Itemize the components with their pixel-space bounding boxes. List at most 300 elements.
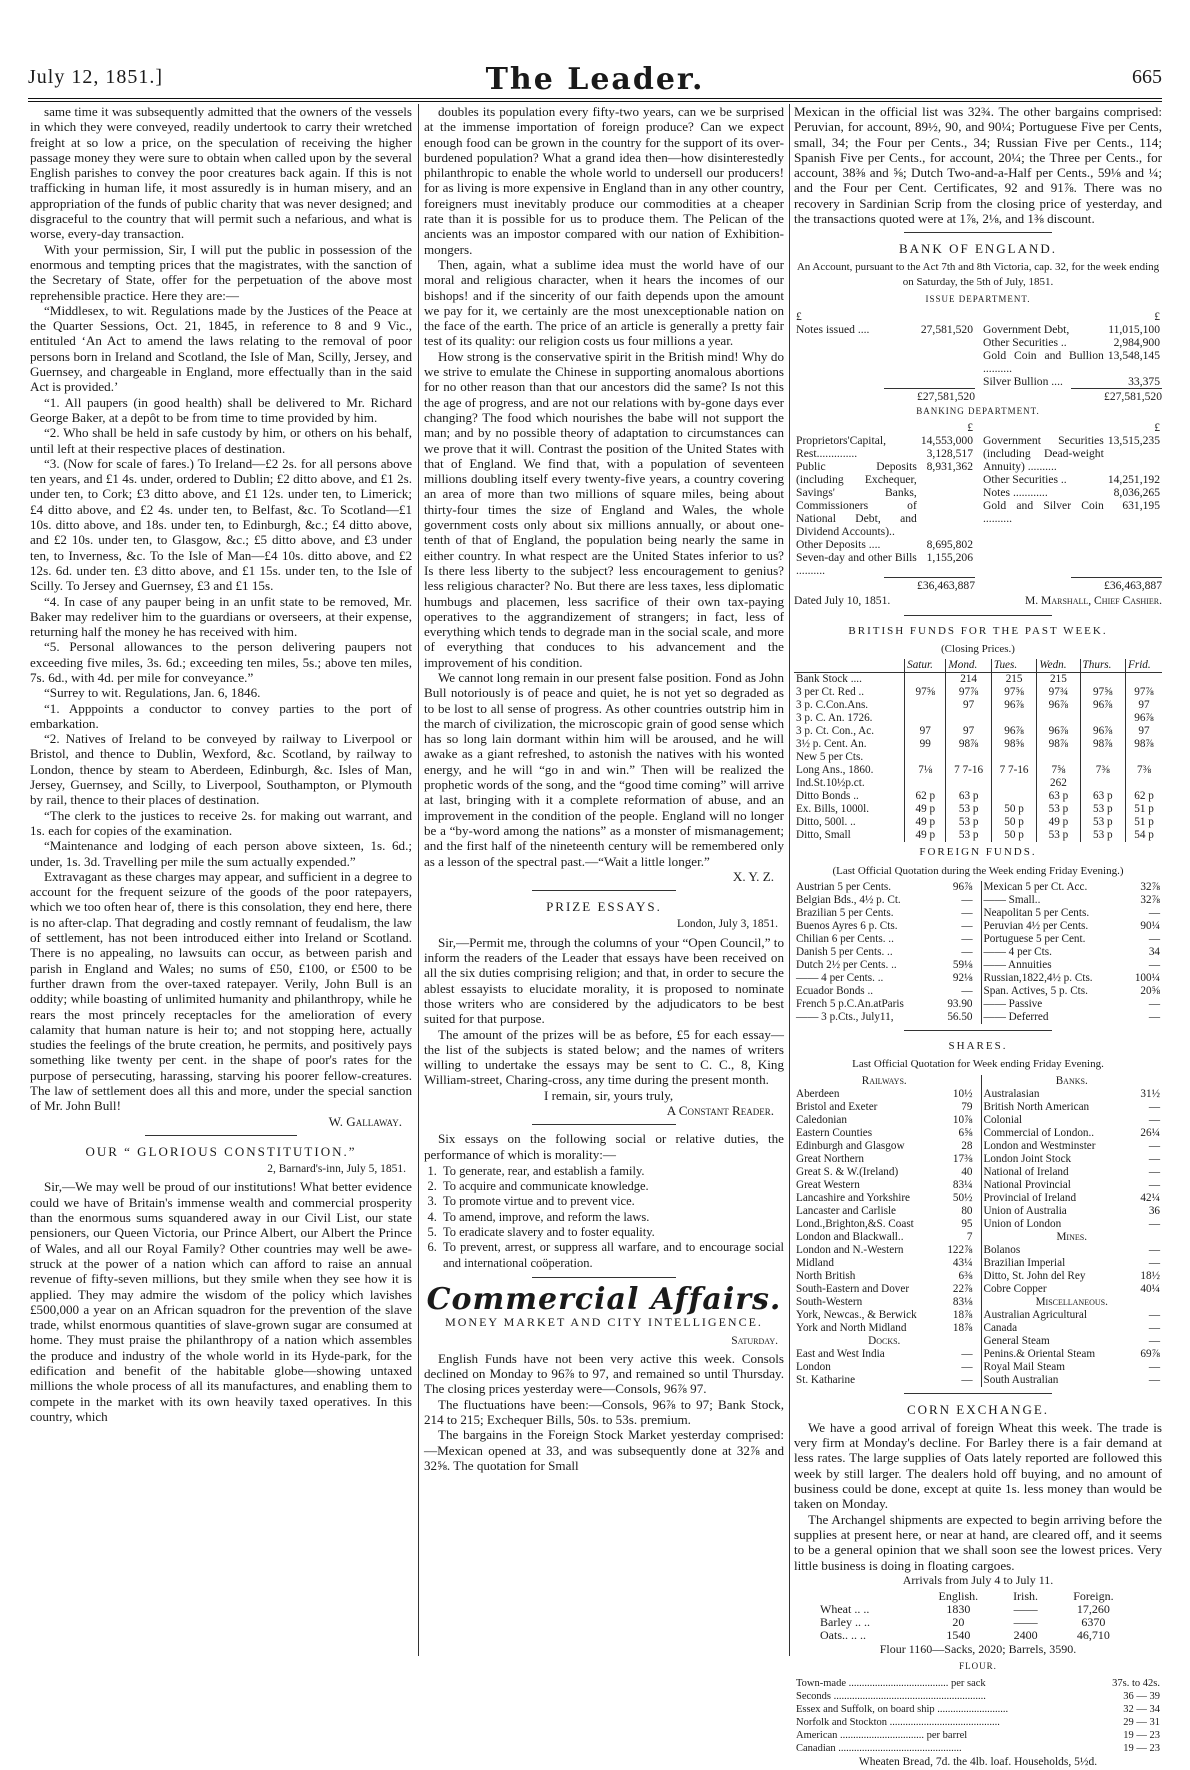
row-label: Public Deposits (including Exchequer, Savings' Banks, Commissioners of National Debt, and Dividend Accounts).. [796, 460, 917, 539]
share-name: St. Katharine [796, 1373, 856, 1386]
fund-name: Ditto Bonds .. [796, 790, 859, 803]
share-price: 10⅞ [952, 1113, 973, 1126]
row-label: Russian,1822,4½ p. Cts. [983, 971, 1093, 984]
share-name: Caledonian [796, 1113, 847, 1126]
category-heading: Docks. [868, 1334, 901, 1347]
share-row [982, 1322, 1163, 1335]
share-price: — [1148, 1308, 1160, 1321]
funds-column-header: Frid. [1126, 659, 1162, 673]
divider [904, 1393, 1051, 1394]
share-row [982, 1257, 1163, 1270]
share-name: Lancaster and Carlisle [796, 1204, 897, 1217]
row-label: —— 4 per Cts. [983, 945, 1052, 958]
share-price: — [1148, 1165, 1160, 1178]
prize-signature: A Constant Reader. [666, 1103, 774, 1118]
fund-price: 7⅜ [1126, 764, 1162, 777]
fund-name: 3 per Ct. Red .. [796, 686, 865, 699]
funds-row [794, 751, 1162, 764]
share-row [982, 1335, 1163, 1348]
row-label [794, 421, 919, 434]
foreign-fund-row [982, 894, 1163, 907]
share-name: Penins.& Oriental Steam [983, 1347, 1096, 1360]
share-price: — [1148, 1113, 1160, 1126]
share-row [982, 1270, 1163, 1283]
row-value: 36 — 39 [1123, 1690, 1160, 1702]
foreign-fund-row [982, 959, 1163, 972]
fund-price [1126, 673, 1162, 687]
funds-row [794, 816, 1162, 829]
share-row [794, 1361, 975, 1374]
fund-price: 98⅞ [1126, 738, 1162, 751]
arrivals-row [818, 1629, 1134, 1642]
fund-price [991, 777, 1036, 790]
fund-price: 63 p [1037, 790, 1080, 803]
arrival-quantity: 1540 [946, 1628, 971, 1643]
share-price: 18⅞ [952, 1308, 973, 1321]
banking-row [794, 447, 975, 460]
arrival-quantity: 2400 [1013, 1628, 1038, 1643]
funds-column-header: Wedn. [1037, 659, 1080, 673]
fund-price [1037, 751, 1080, 764]
duty-item: 2. To acquire and communicate knowledge. [440, 1179, 784, 1194]
corn-exchange-paragraph: We have a good arrival of foreign Wheat this week. The trade is very firm at Monday's decline. For Barley there is a fair demand at less rates. The large supplies of Oats lately reported are followed this week by still larger. The dealers hold off buying, and no amount of business could be done, except at quite 1s. less money than would be taken on Monday. [794, 1419, 1162, 1512]
row-label: Austrian 5 per Cents. [796, 880, 892, 893]
fund-price: 97⅞ [1126, 686, 1162, 699]
duty-item: 3. To promote virtue and to prevent vice. [440, 1194, 784, 1209]
row-value: 14,553,000 [920, 434, 973, 448]
share-name: National Provincial [983, 1178, 1071, 1191]
issue-department-totals [794, 388, 1162, 404]
flour-row [794, 1690, 1162, 1703]
letter-signature: X. Y. Z. [732, 868, 774, 884]
share-name: London Joint Stock [983, 1152, 1072, 1165]
divider [532, 890, 676, 891]
flour-row [794, 1742, 1162, 1755]
row-label: Seconds .......................................................... [796, 1690, 986, 1702]
fund-price: 53 p [1037, 829, 1080, 842]
share-price: 36 [1148, 1204, 1160, 1217]
grain-name: Oats.. .. .. [820, 1628, 866, 1643]
fund-price: 98⅝ [991, 738, 1036, 751]
row-value: 11,015,100 [1108, 322, 1160, 336]
share-price: — [1148, 1152, 1160, 1165]
prize-essays-dateline: London, July 3, 1851. [677, 918, 778, 931]
fund-name: New 5 per Cts. [796, 751, 864, 764]
paragraph: “1. All paupers (in good health) shall be delivered to Mr. Richard George Baker, at a depôt to be from time to time provided by him. [30, 394, 412, 425]
fund-price: 50 p [991, 803, 1036, 816]
row-label: —— Annuities [983, 958, 1052, 971]
share-row [794, 1296, 975, 1309]
foreign-fund-row [982, 985, 1163, 998]
arrival-quantity: 6370 [1081, 1615, 1106, 1630]
share-price: 7 [966, 1230, 973, 1243]
fund-price [905, 777, 946, 790]
row-label: —— 3 p.Cts., July11, [796, 1010, 894, 1023]
fund-price: 53 p [1037, 803, 1080, 816]
share-row [982, 1140, 1163, 1153]
row-label: Gold Coin and Bullion .......... [983, 348, 1104, 375]
share-name: Great Northern [796, 1152, 865, 1165]
share-name: Australasian [983, 1087, 1040, 1100]
foreign-funds-heading: FOREIGN FUNDS. [919, 846, 1037, 859]
paragraph: The amount of the prizes will be as before, £5 for each essay—the list of the subjects is stated below; and the names of writers willing to undertake the essays may be sent to C. C., 8, King William-street, Charing-cross, any time during the present month. [424, 1026, 784, 1088]
divider [904, 1030, 1051, 1031]
share-row [794, 1374, 975, 1387]
row-label: Government Securities (including Dead-weight Annuity) .......... [983, 434, 1104, 474]
banking-department-table [794, 421, 1162, 577]
share-name: Provincial of Ireland [983, 1191, 1077, 1204]
share-price: — [1148, 1321, 1160, 1334]
row-value: £ [1154, 309, 1160, 323]
letter-signature: W. Gallaway. [328, 1113, 402, 1129]
foreign-fund-row [982, 920, 1163, 933]
corn-exchange-paragraph-2: The Archangel shipments are expected to begin arriving before the supplies at present here, or near at hand, are cleared off, and it seems to be a general opinion that we shall soon see the lowest prices. Very little business is doing in floating cargoes. [794, 1511, 1162, 1573]
fund-price: 96⅞ [1080, 725, 1125, 738]
paragraph: Sir,—Permit me, through the columns of your “Open Council,” to inform the readers of the Leader that essays have been received on all the six duties comprising religion; and that, in order to secure the ablest essayists to elucidate morality, it is proposed to nominate those writers who are considered by the adjudicators to be best suited for that purpose. [424, 934, 784, 1027]
row-label: Brazilian 5 per Cents. [796, 906, 894, 919]
category-heading: Railways. [861, 1074, 907, 1087]
header-rule-2 [28, 101, 1162, 102]
share-row [794, 1322, 975, 1335]
foreign-fund-row [794, 1011, 975, 1024]
share-price: — [961, 1360, 973, 1373]
fund-price [905, 712, 946, 725]
share-row [794, 1101, 975, 1114]
fund-price: 98⅞ [1037, 738, 1080, 751]
row-label: Other Deposits .... [796, 538, 881, 552]
paragraph: “1. Apppoints a conductor to convey parties to the port of embarkation. [30, 700, 412, 731]
banking-row [794, 538, 975, 551]
share-price: — [1148, 1334, 1160, 1347]
share-name: General Steam [983, 1334, 1050, 1347]
shares-heading: SHARES. [948, 1039, 1008, 1052]
funds-row [794, 790, 1162, 803]
british-funds-heading: BRITISH FUNDS FOR THE PAST WEEK. [848, 624, 1108, 637]
corn-exchange-heading: CORN EXCHANGE. [906, 1401, 1050, 1417]
row-label: Rest.............. [796, 447, 858, 461]
money-market-body [424, 1351, 784, 1473]
row-label: French 5 p.C.An.atParis [796, 997, 904, 1010]
fund-price: 7⅜ [1080, 764, 1125, 777]
banking-row [794, 460, 975, 538]
paragraph: How strong is the conservative spirit in the British mind! Why do we strive to emulate the Chinese in supporting anomalous abortions for no other reason than that our ancestors did the same? Is not this the age of progress, and are not our relations with by-gone days ever changing? The food which nourishes the babe will not support the man; and by no possible theory of adaptation to circumstances can we prove that it will. Contrast the position of the United States with that of England. We find that, with a population of seventeen millions doubling itself every twenty-five years, a country covering an area of more than two millions of square miles, being about thirty-four times the size of England and Wales, the whole government costs only about six millions annually, or about one-tenth of that of England, the population being nearly the same in either country. In what respect are the United States inferior to us? Is there less liberty to the subject? less encouragement to genius? less religious character? No. But there are less taxes, less diplomatic humbugs and placemen, less sacrifice of their own tax-paying operatives to the aggrandizement of strangers; in fact, less of everything which tends to degrade man in the social scale, and more of everything that conduces to his advancement and the improvement of his condition. [424, 348, 784, 670]
grain-name: Wheat .. .. [820, 1602, 870, 1617]
category-heading: Mines. [1056, 1230, 1088, 1243]
funds-row [794, 699, 1162, 712]
share-name: National of Ireland [983, 1165, 1069, 1178]
foreign-fund-row [982, 946, 1163, 959]
share-name: Great S. & W.(Ireland) [796, 1165, 899, 1178]
arrival-quantity: 46,710 [1076, 1628, 1110, 1643]
banking-department-totals [794, 577, 1162, 593]
foreign-funds-table [794, 881, 1162, 1024]
fund-name: Ditto, Small [796, 829, 851, 842]
fund-price: 97 [1126, 725, 1162, 738]
banking-row [981, 421, 1162, 434]
foreign-fund-row [794, 985, 975, 998]
share-price: 18⅞ [952, 1321, 973, 1334]
category-heading: Banks. [1055, 1074, 1088, 1087]
share-name: Lancashire and Yorkshire [796, 1191, 911, 1204]
share-price: 26¼ [1140, 1126, 1160, 1139]
share-row [794, 1166, 975, 1179]
fund-name: 3 p. C. An. 1726. [796, 712, 873, 725]
grain-name: Barley .. .. [820, 1615, 870, 1630]
share-row [794, 1348, 975, 1361]
bank-total-left: £36,463,887 [884, 577, 975, 593]
share-name: Colonial [983, 1113, 1023, 1126]
issue-row [981, 323, 1162, 336]
row-value: — [961, 893, 973, 906]
row-value: 8,695,802 [926, 538, 973, 552]
row-value: 32⅞ [1140, 893, 1160, 906]
row-label: Belgian Bds., 4½ p. Ct. [796, 893, 901, 906]
share-price: — [1148, 1360, 1160, 1373]
paragraph: “Middlesex, to wit. Regulations made by the Justices of the Peace at the Quarter Sessions, Oct. 21, 1845, in reference to 8 and 9 Vic., entituled ‘An Act to amend the laws relating to the removal of poor persons born in Ireland and Scotland, the Isle of Man, Scilly, Jersey, and Guernsey, and chargeable in England, more effectually than in the said Act is provided.’ [30, 302, 412, 395]
issue-row [981, 375, 1162, 388]
share-name: South-Eastern and Dover [796, 1282, 910, 1295]
share-row [794, 1283, 975, 1296]
fund-price [1126, 777, 1162, 790]
duty-item: 5. To eradicate slavery and to foster equality. [440, 1225, 784, 1240]
paragraph: The bargains in the Foreign Stock Market yesterday comprised:—Mexican opened at 33, and was subsequently done at 32⅞ and 32⅝. The quotation for Small [424, 1427, 784, 1473]
share-price: 42¼ [1140, 1191, 1160, 1204]
funds-column-header: Mond. [946, 659, 991, 673]
fund-price: 97 [905, 725, 946, 738]
fund-price: 98⅞ [946, 738, 991, 751]
british-funds-subtitle: (Closing Prices.) [941, 643, 1015, 656]
fund-price [905, 673, 946, 687]
issue-department-heading: ISSUE DEPARTMENT. [925, 294, 1031, 305]
share-row [982, 1309, 1163, 1322]
row-value: 32⅞ [1140, 880, 1160, 893]
arrival-quantity: 17,260 [1076, 1602, 1110, 1617]
fund-price: 49 p [905, 816, 946, 829]
share-name: Royal Mail Steam [983, 1360, 1065, 1373]
banking-department-heading: BANKING DEPARTMENT. [916, 405, 1040, 416]
fund-price: 96⅞ [991, 699, 1036, 712]
article-dateline: 2, Barnard's-inn, July 5, 1851. [267, 1163, 406, 1176]
row-value: 32 — 34 [1123, 1703, 1160, 1715]
share-name: Edinburgh and Glasgow [796, 1139, 905, 1152]
share-name: East and West India [796, 1347, 885, 1360]
money-market-day: Saturday. [731, 1334, 778, 1347]
row-label: Dutch 2½ per Cents. .. [796, 958, 897, 971]
share-name: London and N.-Western [796, 1243, 904, 1256]
fund-price [991, 751, 1036, 764]
foreign-fund-row [794, 920, 975, 933]
prize-essays-heading: PRIZE ESSAYS. [546, 899, 662, 915]
share-name: Canada [983, 1321, 1018, 1334]
share-row [794, 1192, 975, 1205]
row-value: 34 [1148, 945, 1160, 958]
fund-price: 97⅝ [905, 686, 946, 699]
row-value: 56.50 [947, 1010, 973, 1023]
row-label: Silver Bullion .... [983, 374, 1063, 388]
fund-price [1080, 751, 1125, 764]
share-price: 43¼ [952, 1256, 973, 1269]
flour-heading: FLOUR. [959, 1661, 997, 1672]
row-value: 13,548,145 [1107, 348, 1160, 362]
paragraph: English Funds have not been very active this week. Consols declined on Monday to 96⅞ to 97, and remained so until Thursday. The closing prices yesterday were—Consols, 96⅞ 97. [424, 1350, 784, 1397]
row-label: —— Small.. [983, 893, 1041, 906]
row-value: 27,581,520 [920, 322, 973, 336]
share-price: 40 [961, 1165, 973, 1178]
share-name: Union of London [983, 1217, 1062, 1230]
fund-price: 54 p [1126, 829, 1162, 842]
funds-row [794, 829, 1162, 842]
row-label: Chilian 6 per Cents. .. [796, 932, 894, 945]
row-label: Neapolitan 5 per Cents. [983, 906, 1090, 919]
share-row [982, 1348, 1163, 1361]
row-label: Essex and Suffolk, on board ship ........................... [796, 1703, 1009, 1715]
paragraph: Extravagant as these charges may appear, and sufficient in a degree to account for the frequent seizure of the goods of the poor ratepayers, which we too often hear of, there is this consolation, they end here, there is no after-clap. That degrading and costly remnant of feudalism, the law of settlement, has not been introduced either into Ireland or Scotland. There is no appealing, no lawsuits can occur, as between parish and parish in England and Wales; no sums of £50, £100, or £500 to be further drawn from the over-taxed ratepayer. Verily, John Bull is an oddity; while boasting of unlimited humanity and philanthropy, while he rears the most princely receptacles for the amelioration of every calamity that human nature is heir to; and not stopping here, actually studies the feelings of the brute creation, he permits, and positively pays something like twenty per cent. in the shape of poor's rates for the purpose of persecuting, harassing, starving his poorer fellow-creatures. The law of settlement does all this and more, under the special sanction of Mr. John Bull! [30, 868, 412, 1114]
fund-price: 51 p [1126, 803, 1162, 816]
divider [904, 232, 1051, 233]
foreign-fund-row [982, 998, 1163, 1011]
paragraph: same time it was subsequently admitted that the owners of the vessels in which they were conveyed, readily undertook to carry their wretched freight at so low a price, on the speculation of receiving the higher passage money they were sure to obtain when called upon by the several English parishes to convey the poor creatures back again. If this is not trafficking in human life, it most assuredly is in human misery, and an appropriation of the funds of public charity that was never designed; and disgraceful to the country that will permit such a nefarious, and what is worse, every-day transaction. [30, 104, 412, 242]
share-price: — [1148, 1217, 1160, 1230]
funds-row [794, 777, 1162, 790]
share-row [794, 1205, 975, 1218]
fund-price [946, 712, 991, 725]
foreign-funds-subtitle: (Last Official Quotation during the Week ending Friday Evening.) [832, 864, 1124, 877]
row-value: 19 — 23 [1123, 1742, 1160, 1754]
paragraph: “2. Who shall be held in safe custody by him, or others on his behalf, until left at their respective places of destination. [30, 425, 412, 456]
page-header [28, 62, 1162, 100]
paragraph: We cannot long remain in our present false position. Fond as John Bull notoriously is of peace and quiet, he is not yet so degraded as to be lost to all sense of progress. As other countries outstrip him in the march of civilization, the microscopic grain of good sense which has so long lain dormant within him will be aroused, and he will awake as a giant refreshed, to astonish the natives with his wonted energy, and he will “go in and win.” Then will be realized the prophetic words of the song, and the “good time coming” will arrive at last, bringing with it a complete reformation of abuse, and an improvement in the condition of the people. England will no longer be a “by-word among the nations” as a monster of mismanagement; and the first half of the nineteenth century will be remembered only as a lesson of the spectral past.—“Wait a little longer.” [424, 669, 784, 869]
row-value: 3,128,517 [926, 447, 973, 461]
share-row [794, 1127, 975, 1140]
paragraph: The fluctuations have been:—Consols, 96⅞ to 97; Bank Stock, 214 to 215; Exchequer Bills, 50s. to 53s. premium. [424, 1396, 784, 1428]
masthead-title: The Leader. [485, 62, 705, 97]
fund-price: 97 [946, 699, 991, 712]
row-label: Peruvian 4½ per Cents. [983, 919, 1089, 932]
fund-name: 3 p. C.Con.Ans. [796, 699, 869, 712]
banking-row [794, 421, 975, 434]
duties-list [440, 1164, 784, 1271]
row-label: Other Securities .. [983, 473, 1067, 487]
share-name: Great Western [796, 1178, 860, 1191]
row-label: Other Securities .. [983, 335, 1067, 349]
share-row [982, 1218, 1163, 1231]
arrival-quantity: 1830 [946, 1602, 971, 1617]
shares-subtitle: Last Official Quotation for Week ending Friday Evening. [852, 1058, 1104, 1071]
chief-cashier: M. Marshall, Chief Cashier. [1024, 594, 1162, 608]
fund-price: 97¾ [1037, 686, 1080, 699]
bank-account-subtitle: An Account, pursuant to the Act 7th and 8th Victoria, cap. 32, for the week ending on Saturday, the 5th of July, 1851. [796, 260, 1160, 288]
fund-price: 62 p [905, 790, 946, 803]
bank-total-right: £36,463,887 [1071, 577, 1162, 593]
fund-price [946, 751, 991, 764]
paragraph: “Surrey to wit. Regulations, Jan. 6, 1846. [44, 685, 261, 701]
paragraph: doubles its population every fifty-two years, can we be surprised at the immense importation of foreign produce? Can we expect enough food can be grown in the country for the support of its over-burdened population? What a grand idea then—how disinterestedly philanthropic to enable the whole world to undersell our producers! for as living is more expensive in England than in any other country, foreigners must inevitably produce our commodities at a cheaper rate than it is possible for us to produce them. The Pelican of the ancients was an impostor compared with our nation of Exhibition-mongers. [424, 104, 784, 257]
fund-price: 62 p [1126, 790, 1162, 803]
fund-price [905, 699, 946, 712]
share-price: 31½ [1140, 1087, 1160, 1100]
row-value: — [961, 932, 973, 945]
fund-price: 214 [946, 673, 991, 687]
fund-price: 98⅞ [1080, 738, 1125, 751]
duty-item: 4. To amend, improve, and reform the laws. [440, 1210, 784, 1225]
share-row [794, 1218, 975, 1231]
row-label: Canadian ............................................... [796, 1742, 962, 1754]
share-name: London and Blackwall.. [796, 1230, 904, 1243]
fund-price [991, 712, 1036, 725]
fund-name: Ditto, 500l. .. [796, 816, 856, 829]
share-name: Brazilian Imperial [983, 1256, 1066, 1269]
row-label: American ................................ per barrel [796, 1729, 968, 1741]
row-label: Town-made ...................................... per sack [796, 1677, 986, 1689]
issue-row [981, 336, 1162, 349]
funds-row [794, 725, 1162, 738]
share-row [982, 1127, 1163, 1140]
fund-price: 7 7-16 [991, 764, 1036, 777]
share-price: 40¼ [1140, 1282, 1160, 1295]
fund-price [905, 751, 946, 764]
share-price: — [1148, 1243, 1160, 1256]
row-label: Ecuador Bonds .. [796, 984, 874, 997]
fund-price: 97⅝ [1080, 686, 1125, 699]
paragraph: “5. Personal allowances to the person delivering paupers not exceeding five miles, 3s. 6d.; exceeding ten miles, 5s.; above ten miles, 7s. 6d., with 4d. per mile for conveyance.” [30, 639, 412, 685]
share-price: 69⅞ [1140, 1347, 1160, 1360]
share-name: London [796, 1360, 831, 1373]
share-row [794, 1088, 975, 1101]
row-label: Government Debt, [983, 322, 1070, 336]
share-row [982, 1283, 1163, 1296]
share-name: Cobre Copper [983, 1282, 1047, 1295]
divider [532, 1277, 676, 1278]
share-name: Eastern Counties [796, 1126, 873, 1139]
closing-line: I remain, sir, yours truly, [544, 1087, 674, 1103]
paragraph: “2. Natives of Ireland to be conveyed by railway to Liverpool or Bristol, and thence to Dublin, Wexford, &c. Scotland, by railway to London, thence by steam to Aberdeen, Edinburgh, &c. Isles of Man, Jersey, Guernsey, and Scilly, to Liverpool, Southampton, or Plymouth by rail, thence to their places of destination. [30, 731, 412, 808]
fund-price: 63 p [946, 790, 991, 803]
fund-price: 49 p [1037, 816, 1080, 829]
banking-row [981, 434, 1162, 473]
row-value: 20⅝ [1140, 984, 1160, 997]
share-price: — [1148, 1373, 1160, 1386]
fund-name: Ind.St.10½p.ct. [796, 777, 865, 790]
row-label: Mexican 5 per Ct. Acc. [983, 880, 1088, 893]
share-row [982, 1088, 1163, 1101]
divider [532, 1124, 676, 1125]
column-divider [789, 104, 790, 1656]
funds-column-header: Satur. [905, 659, 946, 673]
fund-price [1080, 673, 1125, 687]
flour-arrivals: Flour 1160—Sacks, 2020; Barrels, 3590. [879, 1642, 1077, 1657]
fund-price: 49 p [905, 829, 946, 842]
row-label: Buenos Ayres 6 p. Cts. [796, 919, 898, 932]
row-value: — [1148, 958, 1160, 971]
foreign-fund-row [982, 907, 1163, 920]
fund-price [1037, 712, 1080, 725]
share-row [982, 1361, 1163, 1374]
row-label: Seven-day and other Bills .......... [796, 551, 917, 578]
row-value: — [961, 906, 973, 919]
fund-name: 3 p. Ct. Con., Ac. [796, 725, 875, 738]
letter-body [30, 104, 412, 1114]
share-name: Midland [796, 1256, 834, 1269]
share-row [794, 1114, 975, 1127]
share-row [794, 1244, 975, 1257]
share-price: 122⅞ [947, 1243, 973, 1256]
foreign-fund-row [794, 998, 975, 1011]
share-name: North British [796, 1269, 856, 1282]
british-funds-table [794, 659, 1162, 842]
row-value: £ [967, 421, 973, 435]
row-value: — [1148, 932, 1160, 945]
paragraph: With your permission, Sir, I will put the public in possession of the enormous and tempting prices that the magistrates, with the sanction of the Secretary of State, offer for the perpetuation of the above most reprehensible practice. Here they are:— [30, 241, 412, 303]
